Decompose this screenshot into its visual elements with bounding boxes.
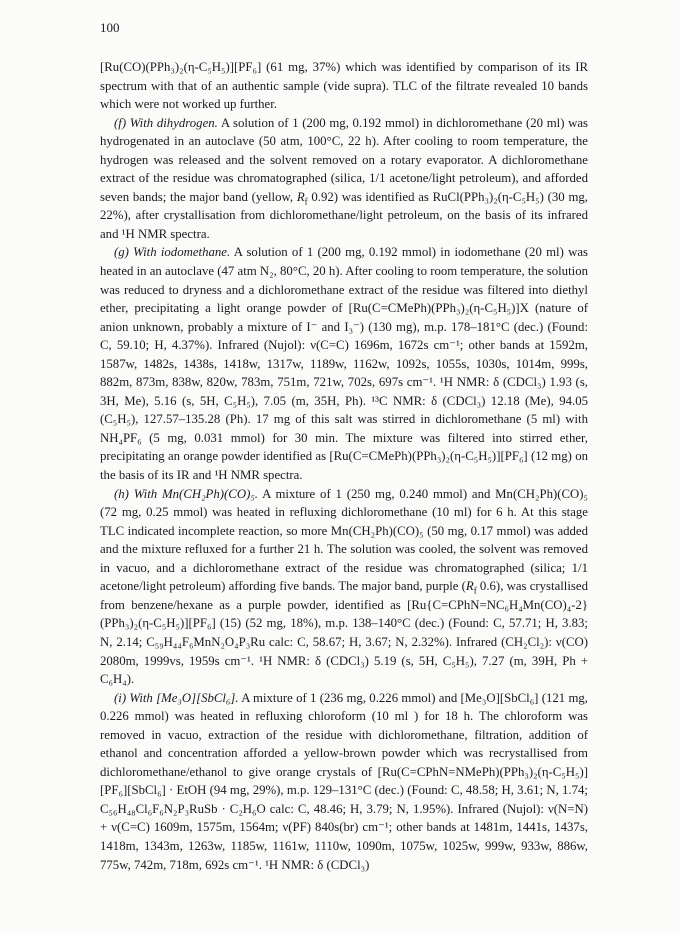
paragraph-trimethyloxonium	[100, 689, 588, 874]
paragraph-dihydrogen	[100, 114, 588, 244]
paragraph-text: A solution of 1 (200 mg, 0.192 mmol) in dichloromethane (20 ml) was hydrogenated in an autoclave (50 atm, 100°C, 22 h). After cooling to room temperature, the hydrogen was released and the solvent removed on a rotary evaporator. A dichloromethane extract of the residue was chromatographed (silica, 1/1 acetone/light petroleum), and afforded seven bands; the major band (yellow, $R_f$ 0.92) was identified as RuCl(PPh₃)₂(η-C₅H₅) (30 mg, 22%), after crystallisation from dichloromethane/light petroleum, on the basis of its infrared and ¹H NMR spectra.	[100, 115, 589, 241]
paragraph-text: [Ru(CO)(PPh₃)₂(η-C₅H₅)][PF₆] (61 mg, 37%) which was identified by comparison of its IR spectrum with that of an authentic sample (vide supra). TLC of the filtrate revealed 10 bands which were not worked up further.	[100, 60, 588, 112]
body-text	[100, 58, 588, 874]
paragraph-ruco-result	[100, 58, 588, 114]
section-heading-dihydrogen: (f) With dihydrogen.	[114, 115, 218, 130]
paragraph-iodomethane	[100, 243, 588, 484]
page-number: 100	[100, 20, 120, 35]
paragraph-text: A solution of 1 (200 mg, 0.192 mmol) in iodomethane (20 ml) was heated in an autoclave (47 atm N₂, 80°C, 20 h). After cooling to room temperature, the solution was reduced to dryness and a dichloromethane extract of the residue was filtered into diethyl ether, precipitating a light orange powder of [Ru(C=CMePh)(PPh₃)₂(η-C₅H₅)]X (nature of anion unknown, probably a mixture of I⁻ and I₃⁻) (130 mg), m.p. 178–181°C (dec.) (Found: C, 59.10; H, 4.37%). Infrared (Nujol): ν(C=C) 1696m, 1672s cm⁻¹; other bands at 1592m, 1587w, 1482s, 1438s, 1418w, 1317w, 1189w, 1162w, 1092s, 1055s, 1030s, 1014m, 999s, 882m, 873m, 838w, 820w, 783m, 751m, 721w, 702s, 697s cm⁻¹. ¹H NMR: δ (CDCl₃) 1.93 (s, 3H, Me), 5.16 (s, 5H, C₅H₅), 7.05 (m, 35H, Ph). ¹³C NMR: δ (CDCl₃) 12.18 (Me), 94.05 (C₅H₅), 127.57–135.28 (Ph). 17 mg of this salt was stirred in dichloromethane (5 ml) with NH₄PF₆ (5 mg, 0.031 mmol) for 30 min. The mixture was filtered into stirred ether, precipitating an orange powder identified as [Ru(C=CMePh)(PPh₃)₂(η-C₅H₅)][PF₆] (12 mg) on the basis of its IR and ¹H NMR spectra.	[100, 245, 588, 483]
section-heading-iodomethane: (g) With iodomethane.	[114, 245, 231, 260]
section-heading-trimethyloxonium: (i) With [Me₃O][SbCl₆].	[114, 690, 239, 705]
section-heading-mn-benzyl: (h) With Mn(CH₂Ph)(CO)₅.	[114, 486, 258, 501]
paragraph-text: A mixture of 1 (236 mg, 0.226 mmol) and [Me₃O][SbCl₆] (121 mg, 0.226 mmol) was heated in refluxing chloroform (10 ml ) for 18 h. The chloroform was removed in vacuo, extraction of the residue with dichloromethane, filtration, addition of ethanol and concentration afforded a yellow-brown powder which was recrystallised from dichloromethane/ethanol to give orange crystals of [Ru(C=CPhN=NMePh)(PPh₃)₂(η-C₅H₅)][PF₆][SbCl₆] · EtOH (94 mg, 29%), m.p. 129–131°C (dec.) (Found: C, 48.58; H, 3.61; N, 1.74; C₅₆H₄₈Cl₆F₆N₂P₃RuSb · C₂H₆O calc: C, 48.46; H, 3.79; N, 1.95%). Infrared (Nujol): ν(N=N) + ν(C=C) 1609m, 1575m, 1564m; ν(PF) 840s(br) cm⁻¹; other bands at 1481m, 1441s, 1437s, 1418m, 1343m, 1263w, 1185w, 1161w, 1110w, 1090m, 1075w, 1025w, 999w, 933w, 886w, 775w, 742m, 718m, 692s cm⁻¹. ¹H NMR: δ (CDCl₃)	[100, 690, 588, 872]
paragraph-text: A mixture of 1 (250 mg, 0.240 mmol) and Mn(CH₂Ph)(CO)₅ (72 mg, 0.25 mmol) was heated in refluxing dichloromethane (10 ml) for 6 h. At this stage TLC indicated incomplete reaction, so more Mn(CH₂Ph)(CO)₅ (50 mg, 0.17 mmol) was added and the mixture refluxed for a further 21 h. The solution was cooled, the solvent was removed in vacuo, and a dichloromethane extract of the residue was chromatographed (silica; 1/1 acetone/light petroleum) affording five bands. The major band, purple ($R_f$ 0.6), was crystallised from benzene/hexane as a purple powder, identified as [Ru{C=CPhN=NC₆H₄Mn(CO)₄-2}(PPh₃)₂(η-C₅H₅)][PF₆] (15) (52 mg, 18%), m.p. 138–140°C (dec.) (Found: C, 57.71; H, 3.83; N, 2.14; C₅₉H₄₄F₆MnN₂O₄P₃Ru calc: C, 58.67; H, 3.67; N, 2.32%). Infrared (CH₂Cl₂): ν(CO) 2080m, 1999vs, 1959s cm⁻¹. ¹H NMR: δ (CDCl₃) 5.19 (s, 5H, C₅H₅), 7.27 (m, 39H, Ph + C₆H₄).	[100, 486, 588, 687]
paragraph-mn-benzyl	[100, 485, 588, 689]
